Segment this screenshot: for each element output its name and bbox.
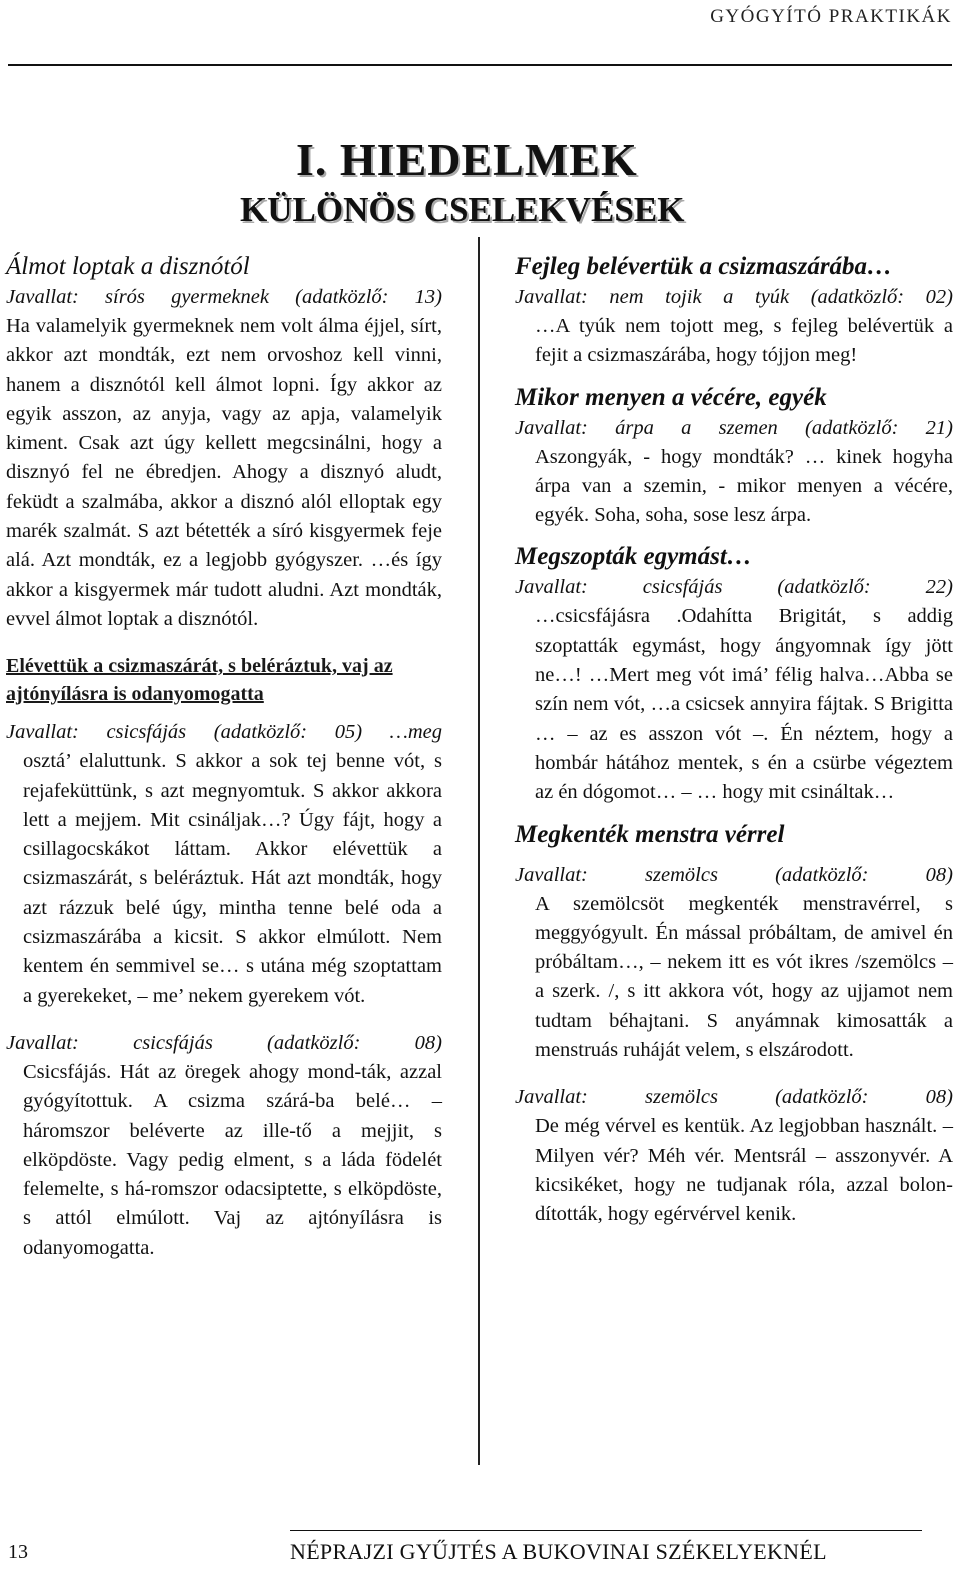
- recommendation-line: Javallat: csicsfájás (adatközlő: 05) …meg: [6, 721, 442, 744]
- left-column: [6, 250, 442, 1263]
- section-text: Csicsfájás. Hát az öregek ahogy mond-ták, azzal gyógyítottuk. A csizma szárá-ba belé… – háromszor beléverte az ille-tő a mejjit, s elköpdöste. Vagy pedig elment, s a láda födelét felemelte, s há-romszor odacsiptette, s elköpdöste, s attól elmúlott. Vaj az ajtónyílásra is odanyomogatta.: [23, 1060, 442, 1259]
- footer-rule: [290, 1530, 922, 1531]
- recommendation-line: Javallat: szemölcs (adatközlő: 08): [515, 863, 953, 886]
- section-csicsfajas: [6, 1029, 442, 1263]
- header-rule: [8, 64, 952, 66]
- section-almot-loptak: [6, 250, 442, 634]
- section-title: Álmot loptak a disznótól: [6, 253, 250, 280]
- section-text: Aszongyák, - hogy mondták? … kinek hogyha árpa van a szemin, - mikor menyen a vécére, egyék. Soha, soha, sose lesz árpa.: [535, 445, 953, 527]
- recommendation-line: Javallat: nem tojik a tyúk (adatközlő: 02): [515, 286, 953, 308]
- recommendation-line: Javallat: szemölcs (adatközlő: 08): [515, 1086, 953, 1109]
- section-fejleg: [515, 250, 953, 371]
- section-title: Mikor menyen a vécére, egyék: [515, 383, 827, 411]
- section-title: Fejleg belévertük a csizmaszárába…: [515, 253, 893, 280]
- section-text: …csicsfájásra .Odahítta Brigitát, s addig szoptatták egymást, hogy ángyomnak így jött ne…! …Mert meg vót imá’ félig halva…Abba se szín nem vót, …a csicsek annyira fájtak. S Brigitta … – az es asszon vót –. Én néztem, hogy a hombár hátához mentek, s én a csürbe végeztem az én dógomot… – … hogy mit csináltak…: [535, 605, 953, 804]
- section-title: Megkenték menstra vérrel: [515, 820, 785, 848]
- section-text: A szemölcsöt megkenték menstravérrel, s meggyógyult. Én mással próbáltam, de amivel én próbáltam…, – nekem itt es vót ikres /szemölcs – a szerk. /, s itt akkora vót, hogy az ujjamot nem tudtam béhajtani. S anyámnak kimosatták a menstruás ruháját velem, s elszárodott.: [535, 892, 953, 1062]
- recommendation-line: Javallat: árpa a szemen (adatközlő: 21): [515, 416, 953, 439]
- recommendation-line: Javallat: csicsfájás (adatközlő: 22): [515, 576, 953, 599]
- section-text: Ha valamelyik gyermeknek nem volt álma éjjel, sírt, akkor azt mondták, ezt nem orvoshoz kell vinni, hanem a disznótól kell álmot lopni. Így akkor az egyik asszon, az anyja, vagy az apja, valamelyik kiment. Csak azt úgy kellett megcsinálni, hogy a disznyó fel ne ébredjen. Ahogy a disznyó aludt, feküdt a szalmába, akkor a disznó alól elloptak egy marék szalmát. S azt bétették a síró kisgyermek feje alá. Azt mondták, ez a legjobb gyógyszer. …és így akkor a kisgyermek már tudott aludni. Azt mondták, evvel álmot loptak a disznótól.: [6, 315, 442, 630]
- chapter-title: I. HIEDELMEK: [296, 134, 638, 185]
- recommendation-line: Javallat: csicsfájás (adatközlő: 08): [6, 1031, 442, 1054]
- section-megkentek: [515, 818, 953, 1066]
- section-text: …A tyúk nem tojott meg, s fejleg belévertük a fejit a csizmaszárába, hogy tójjon meg!: [535, 315, 953, 367]
- section-megszoptak: [515, 540, 953, 807]
- footer-title: NÉPRAJZI GYŰJTÉS A BUKOVINAI SZÉKELYEKNÉL: [290, 1539, 827, 1564]
- section-text: De még vérvel es kentük. Az legjobban használt. – Milyen vér? Méh vér. Mentsrál – asszonyvér. A kicsikéket, hogy ne tudjanak róla, azzal bolon-dították, hogy egérvérvel kenik.: [535, 1115, 953, 1226]
- section-vecere: [515, 381, 953, 531]
- section-title: Megszopták egymást…: [515, 543, 752, 571]
- section-vervel: [515, 1083, 953, 1229]
- section-text: osztá’ elaluttunk. S akkor a sok tej benne vót, s rejafeküttünk, s azt megnyomtuk. S akkor akkora lett a mejjem. Mit csináljak…? Úgy fájt, hogy a csillagocskákot láttam. Akkor elévettük a csizmaszárát, s beléráztuk. Hát azt mondták, hogy azt rázzuk belé úgy, mintha tenne belé oda a csizmaszárába a kicsit. S akkor elmúlott. Nem kentem én semmivel se… s utána még szoptattam a gyerekeket, – me’ nekem gyerekem vót.: [23, 750, 442, 1007]
- chapter-subtitle: KÜLÖNÖS CSELEKVÉSEK: [240, 190, 685, 229]
- right-column: [515, 250, 953, 1230]
- section-csizmaszarat: [6, 652, 442, 1011]
- recommendation-line: Javallat: sírós gyermeknek (adatközlő: 13): [6, 286, 442, 308]
- page-number: 13: [8, 1541, 28, 1563]
- section-title: Elévettük a csizmaszárát, s beléráztuk, vaj az ajtónyílásra is odanyomogatta: [6, 655, 393, 706]
- column-divider: [478, 237, 480, 1465]
- running-header: GYÓGYÍTÓ PRAKTIKÁK: [710, 6, 952, 27]
